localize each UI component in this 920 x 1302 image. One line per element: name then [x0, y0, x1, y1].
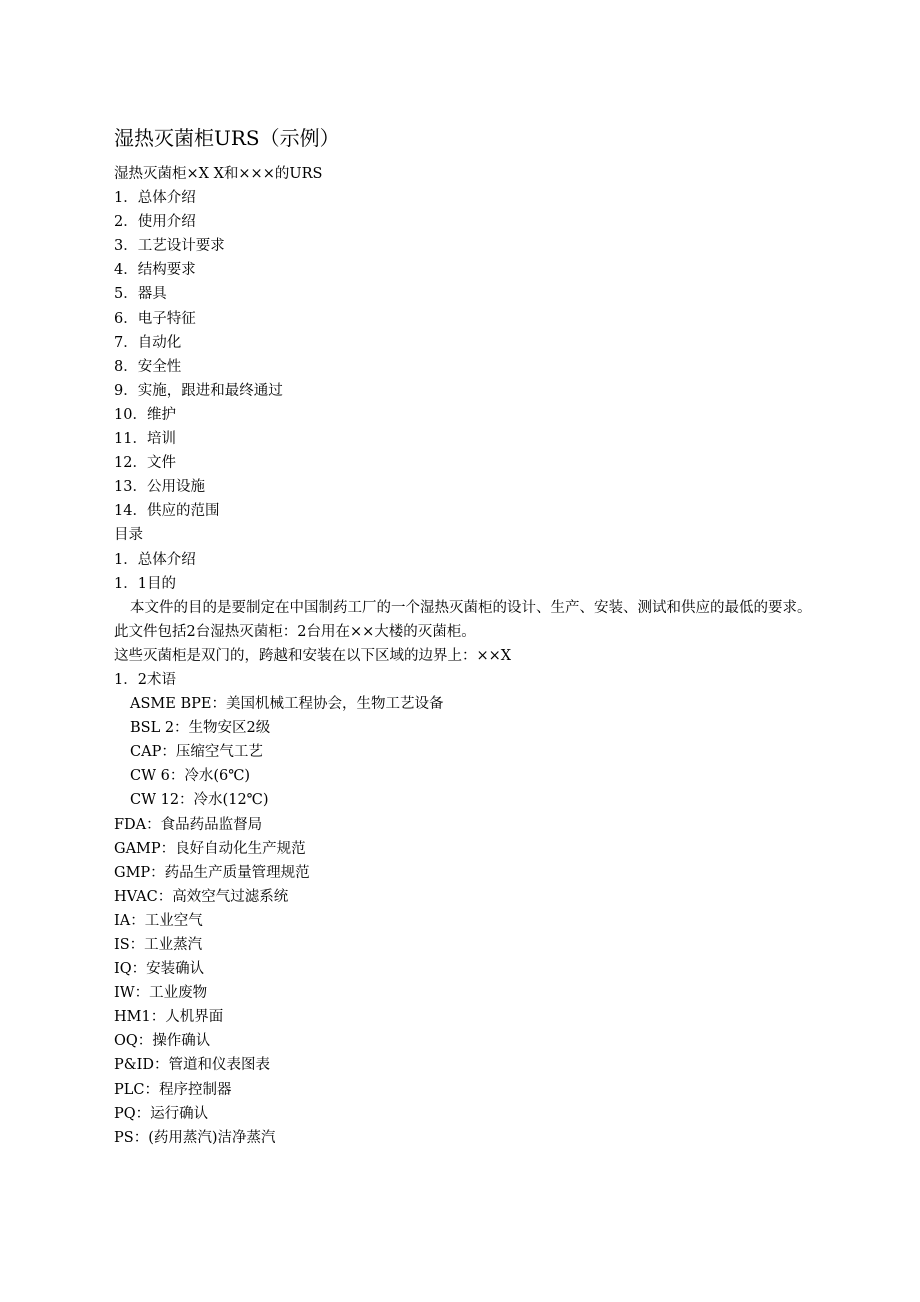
document-body [114, 162, 814, 1150]
term-item: FDA：食品药品监督局 [114, 816, 263, 833]
outline-item: 1．总体介绍 [114, 190, 196, 207]
outline-item: 12．文件 [114, 455, 176, 472]
term-item: OQ：操作确认 [114, 1033, 211, 1050]
term-item: PS：(药用蒸汽)洁净蒸汽 [114, 1129, 276, 1146]
term-item: IA：工业空气 [114, 912, 203, 929]
term-item: GMP：药品生产质量管理规范 [114, 864, 310, 881]
terms-list [114, 813, 814, 1150]
document-subtitle: 湿热灭菌柜×X X和×××的URS [114, 166, 323, 182]
outline-item: 2．使用介绍 [114, 214, 196, 231]
purpose-paragraph: 本文件的目的是要制定在中国制药工厂的一个湿热灭菌柜的设计、生产、安装、测试和供应的最低的要求。 [130, 599, 812, 616]
term-item: GAMP：良好自动化生产规范 [114, 840, 306, 857]
term-item: CW 6：冷水(6℃) [130, 768, 251, 785]
outline-item: 7．自动化 [114, 334, 182, 351]
outline-item: 6．电子特征 [114, 310, 196, 327]
outline-list [114, 186, 814, 523]
outline-item: 8．安全性 [114, 358, 182, 375]
term-item: ASME BPE：美国机械工程协会，生物工艺设备 [130, 696, 444, 713]
term-item: BSL 2：生物安区2级 [130, 720, 271, 737]
outline-item: 3．工艺设计要求 [114, 238, 225, 255]
term-item: IS：工业蒸汽 [114, 937, 203, 953]
outline-item: 13．公用设施 [114, 479, 205, 496]
term-item: HM1：人机界面 [114, 1009, 224, 1026]
term-item: CW 12：冷水(12℃) [130, 792, 269, 809]
scope-line: 此文件包括2台湿热灭菌柜：2台用在××大楼的灭菌柜。 [114, 623, 476, 640]
term-item: CAP：压缩空气工艺 [130, 744, 263, 761]
outline-item: 14．供应的范围 [114, 503, 220, 520]
term-item: PLC：程序控制器 [114, 1081, 232, 1098]
scope-line: 这些灭菌柜是双门的，跨越和安装在以下区域的边界上：××X [114, 647, 512, 664]
outline-item: 10．维护 [114, 406, 176, 423]
subsection-heading: 1．1目的 [114, 575, 176, 592]
term-item: HVAC：高效空气过滤系统 [114, 888, 289, 905]
term-item: IQ：安装确认 [114, 961, 205, 978]
toc-label: 目录 [114, 527, 143, 544]
section-heading: 1．总体介绍 [114, 551, 196, 568]
outline-item: 5．器具 [114, 286, 167, 303]
outline-item: 11．培训 [114, 431, 176, 448]
term-item: IW：工业废物 [114, 985, 208, 1002]
terms-indented-list [114, 692, 814, 812]
term-item: P&ID：管道和仪表图表 [114, 1057, 271, 1074]
term-item: PQ：运行确认 [114, 1105, 209, 1122]
outline-item: 4．结构要求 [114, 262, 196, 279]
subsection-heading: 1．2术语 [114, 671, 176, 688]
outline-item: 9．实施，跟进和最终通过 [114, 382, 283, 399]
document-title: 湿热灭菌柜URS（示例） [114, 126, 340, 150]
